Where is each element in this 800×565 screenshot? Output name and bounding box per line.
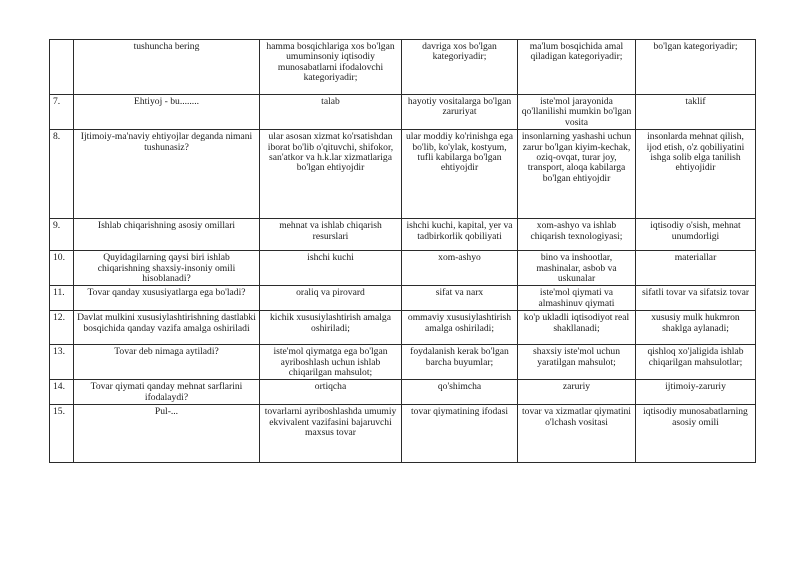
question-number: 8.: [50, 130, 74, 219]
question-number: [50, 40, 74, 95]
question-text: Tovar qiymati qanday mehnat sarflarini ifodalaydi?: [74, 380, 260, 405]
question-text: Ijtimoiy-ma'naviy ehtiyojlar deganda nimani tushunasiz?: [74, 130, 260, 219]
answer-a: mehnat va ishlab chiqarish resurslari: [260, 219, 402, 251]
answer-a: hamma bosqichlariga xos bo'lgan umuminsoniy iqtisodiy munosabatlarni ifodalovchi kategoriyadir;: [260, 40, 402, 95]
question-text: Davlat mulkini xususiylashtirishning dastlabki bosqichida qanday vazifa amalga oshiriladi: [74, 311, 260, 345]
question-number: 15.: [50, 405, 74, 463]
answer-a: iste'mol qiymatga ega bo'lgan ayriboshlash uchun ishlab chiqarilgan mahsulot;: [260, 345, 402, 380]
answer-d: insonlarda mehnat qilish, ijod etish, o'z qobiliyatini ishga solib elga tanilish ehtiyojidir: [636, 130, 756, 219]
answer-d: bo'lgan kategoriyadir;: [636, 40, 756, 95]
answer-c: tovar va xizmatlar qiymatini o'lchash vositasi: [518, 405, 636, 463]
question-text: Tovar deb nimaga aytiladi?: [74, 345, 260, 380]
table-row: [50, 345, 756, 380]
question-text: Pul-...: [74, 405, 260, 463]
answer-c: insonlarning yashashi uchun zarur bo'lgan kiyim-kechak, oziq-ovqat, turar joy, transport, aloqa kabilarga bo'lgan ehtiyojdir: [518, 130, 636, 219]
answer-d: qishloq xo'jaligida ishlab chiqarilgan mahsulotlar;: [636, 345, 756, 380]
answer-b: ular moddiy ko'rinishga ega bo'lib, ko'ylak, kostyum, tufli kabilarga bo'lgan ehtiyojdir: [402, 130, 518, 219]
answer-d: sifatli tovar va sifatsiz tovar: [636, 286, 756, 311]
question-table-body: [50, 40, 756, 463]
answer-c: iste'mol qiymati va almashinuv qiymati: [518, 286, 636, 311]
answer-d: ijtimoiy-zaruriy: [636, 380, 756, 405]
table-row: [50, 130, 756, 219]
answer-d: xususiy mulk hukmron shaklga aylanadi;: [636, 311, 756, 345]
answer-a: ular asosan xizmat ko'rsatishdan iborat bo'lib o'qituvchi, shifokor, san'atkor va h.k.lar xizmatlariga bo'lgan ehtiyojdir: [260, 130, 402, 219]
answer-c: bino va inshootlar, mashinalar, asbob va uskunalar: [518, 251, 636, 286]
table-row: [50, 286, 756, 311]
answer-a: oraliq va pirovard: [260, 286, 402, 311]
answer-b: sifat va narx: [402, 286, 518, 311]
answer-c: zaruriy: [518, 380, 636, 405]
question-number: 14.: [50, 380, 74, 405]
question-number: 9.: [50, 219, 74, 251]
table-row: [50, 40, 756, 95]
answer-a: talab: [260, 95, 402, 130]
answer-a: ortiqcha: [260, 380, 402, 405]
question-number: 12.: [50, 311, 74, 345]
answer-b: qo'shimcha: [402, 380, 518, 405]
answer-a: tovarlarni ayriboshlashda umumiy ekvivalent vazifasini bajaruvchi maxsus tovar: [260, 405, 402, 463]
answer-b: xom-ashyo: [402, 251, 518, 286]
question-text: Tovar qanday xususiyatlarga ega bo'ladi?: [74, 286, 260, 311]
question-number: 13.: [50, 345, 74, 380]
answer-b: davriga xos bo'lgan kategoriyadir;: [402, 40, 518, 95]
question-text: Ehtiyoj - bu........: [74, 95, 260, 130]
answer-c: shaxsiy iste'mol uchun yaratilgan mahsulot;: [518, 345, 636, 380]
answer-c: xom-ashyo va ishlab chiqarish texnologiyasi;: [518, 219, 636, 251]
answer-a: kichik xususiylashtirish amalga oshiriladi;: [260, 311, 402, 345]
answer-d: taklif: [636, 95, 756, 130]
answer-b: tovar qiymatining ifodasi: [402, 405, 518, 463]
answer-d: iqtisodiy o'sish, mehnat unumdorligi: [636, 219, 756, 251]
answer-c: ko'p ukladli iqtisodiyot real shakllanadi;: [518, 311, 636, 345]
question-text: Ishlab chiqarishning asosiy omillari: [74, 219, 260, 251]
table-row: [50, 380, 756, 405]
table-row: [50, 311, 756, 345]
answer-c: iste'mol jarayonida qo'llanilishi mumkin bo'lgan vosita: [518, 95, 636, 130]
question-table: [49, 39, 756, 463]
answer-b: ishchi kuchi, kapital, yer va tadbirkorlik qobiliyati: [402, 219, 518, 251]
answer-d: materiallar: [636, 251, 756, 286]
question-number: 11.: [50, 286, 74, 311]
table-row: [50, 219, 756, 251]
question-text: Quyidagilarning qaysi biri ishlab chiqarishning shaxsiy-insoniy omili hisoblanadi?: [74, 251, 260, 286]
answer-c: ma'lum bosqichida amal qiladigan kategoriyadir;: [518, 40, 636, 95]
table-row: [50, 95, 756, 130]
question-number: 10.: [50, 251, 74, 286]
table-row: [50, 405, 756, 463]
table-row: [50, 251, 756, 286]
answer-b: ommaviy xususiylashtirish amalga oshiriladi;: [402, 311, 518, 345]
question-text: tushuncha bering: [74, 40, 260, 95]
answer-b: hayotiy vositalarga bo'lgan zaruriyat: [402, 95, 518, 130]
answer-b: foydalanish kerak bo'lgan barcha buyumlar;: [402, 345, 518, 380]
answer-a: ishchi kuchi: [260, 251, 402, 286]
answer-d: iqtisodiy munosabatlarning asosiy omili: [636, 405, 756, 463]
question-number: 7.: [50, 95, 74, 130]
